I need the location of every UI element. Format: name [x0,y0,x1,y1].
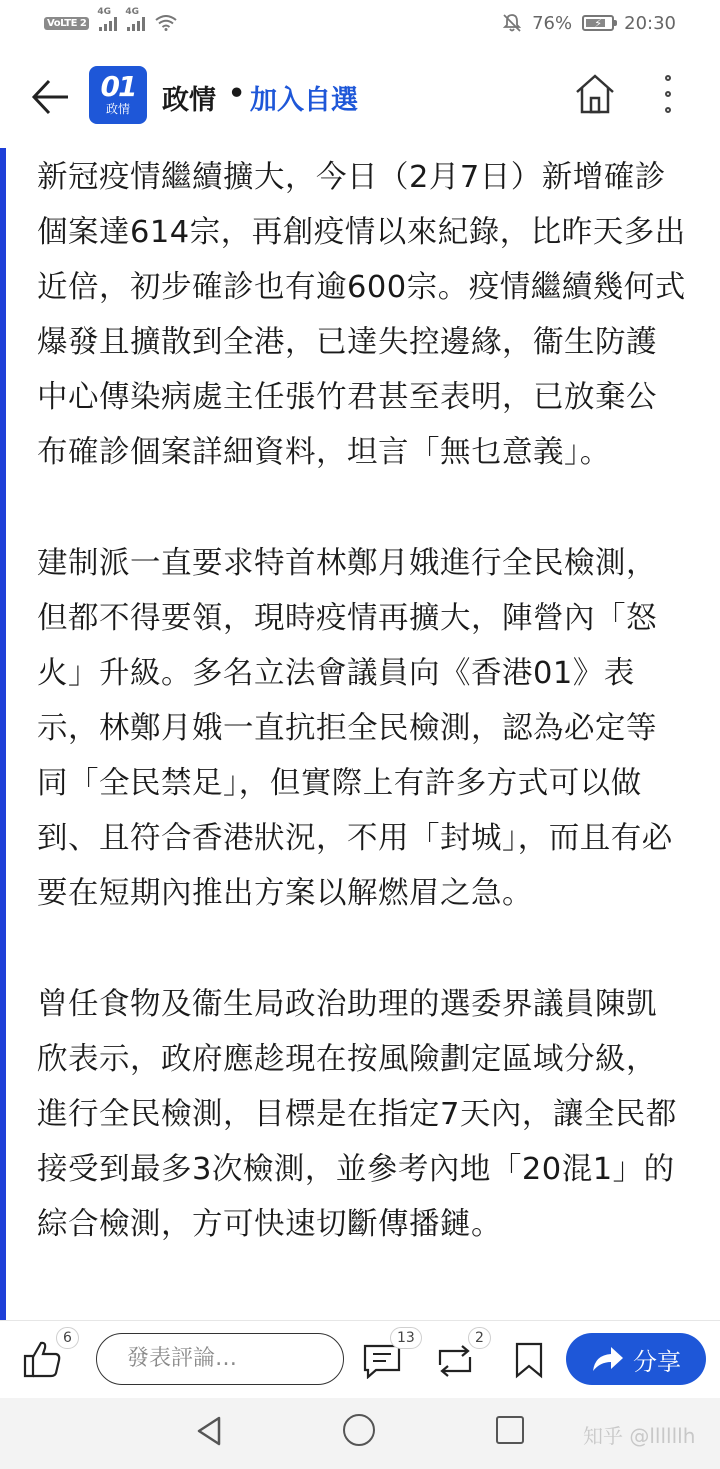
share-button[interactable] [566,1333,706,1385]
logo-subtitle: 政情 [105,102,130,117]
battery-percent: 76% [532,12,573,34]
system-nav-bar [0,1398,720,1469]
accent-bar [0,148,6,1320]
nav-back-icon[interactable] [196,1416,222,1446]
battery-icon: ⚡ [582,15,614,31]
separator-dot: • [228,78,246,109]
repost-icon[interactable] [434,1343,476,1379]
article-paragraph: 新冠疫情繼續擴大，今日（2月7日）新增確診個案達614宗，再創疫情以來紀錄，比昨天多出近倍，初步確診也有逾600宗。疫情繼續幾何式爆發且擴散到全港，已達失控邊緣，衞生防護中心傳染病處主任張竹君甚至表明，已放棄公布確診個案詳細資料，坦言「無乜意義」。 [37,160,686,470]
volte-badge: VoLTE 2 [44,17,89,30]
channel-logo[interactable] [89,66,147,124]
signal-icon-1: 4G [99,15,117,31]
back-arrow-icon[interactable] [30,76,72,118]
clock: 20:30 [624,12,676,34]
mute-bell-icon [502,13,522,33]
channel-name[interactable]: 政情 [162,85,216,116]
action-bar [0,1320,720,1399]
wifi-icon [155,15,177,31]
article-paragraph: 建制派一直要求特首林鄭月娥進行全民檢測，但都不得要領，現時疫情再擴大，陣營內「怒火」升級。多名立法會議員向《香港01》表示，林鄭月娥一直抗拒全民檢測，認為必定等同「全民禁足」，但實際上有許多方式可以做到、且符合香港狀況，不用「封城」，而且有必要在短期內推出方案以解燃眉之急。 [37,546,673,911]
logo-number: 01 [100,70,136,104]
app-header [0,46,720,148]
share-arrow-icon [591,1345,625,1373]
status-right [502,13,676,34]
status-left [44,7,177,31]
home-icon[interactable] [573,72,617,116]
status-bar [0,0,720,46]
like-count: 6 [56,1327,79,1349]
watermark: 知乎 @llllllh [583,1424,696,1448]
bookmark-icon[interactable] [514,1341,544,1379]
article-body [37,150,687,1318]
nav-home-icon[interactable] [343,1414,375,1446]
comment-count: 13 [390,1327,422,1349]
signal-icon-2: 4G [127,15,145,31]
join-favorites-button[interactable]: 加入自選 [250,85,358,116]
nav-recent-apps-icon[interactable] [496,1416,524,1444]
repost-count: 2 [468,1327,491,1349]
share-label: 分享 [633,1347,681,1376]
comment-input[interactable]: 發表評論… [96,1333,344,1385]
article-paragraph: 曾任食物及衞生局政治助理的選委界議員陳凱欣表示，政府應趁現在按風險劃定區域分級，進行全民檢測，目標是在指定7天內，讓全民都接受到最多3次檢測，並參考內地「20混1」的綜合檢測，方可快速切斷傳播鏈。 [37,987,677,1242]
comments-icon[interactable] [362,1343,402,1379]
more-options-icon[interactable] [656,70,680,118]
